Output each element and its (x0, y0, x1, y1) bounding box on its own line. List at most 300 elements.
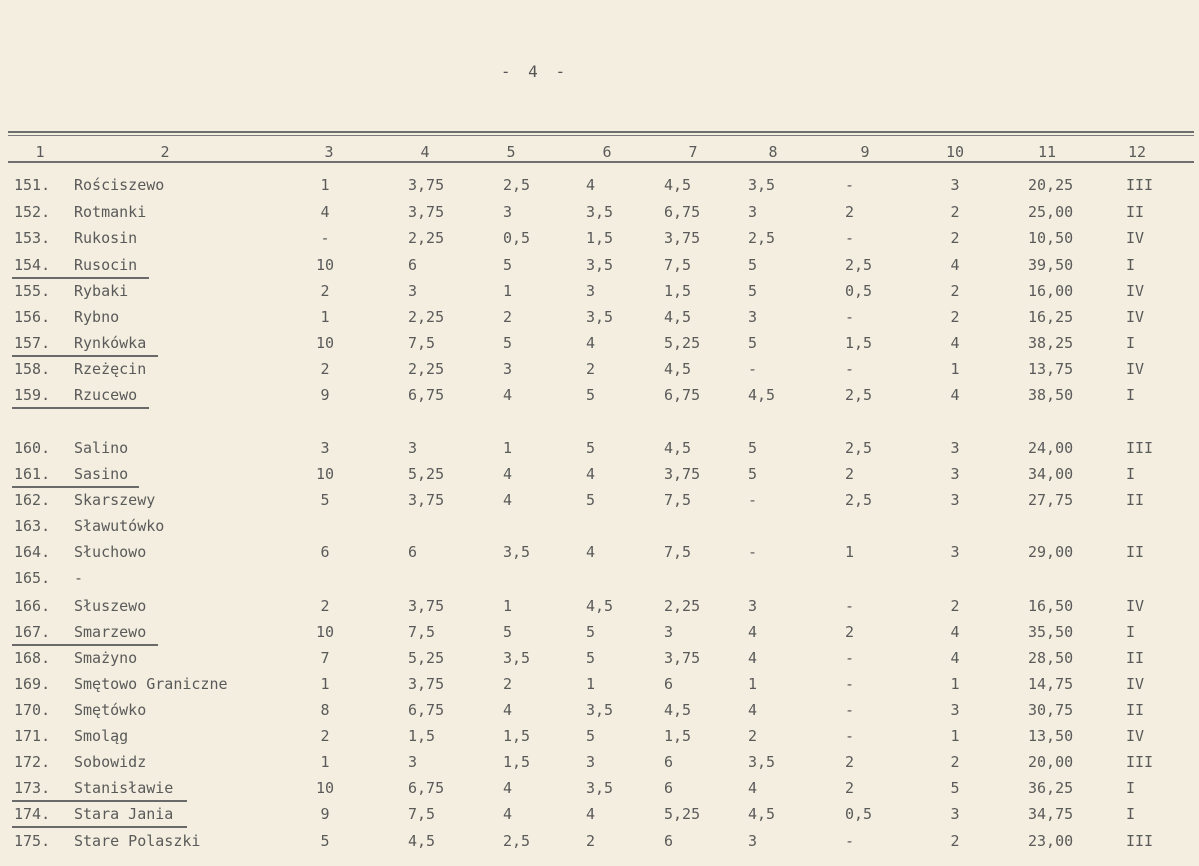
cell-c9: - (845, 176, 855, 194)
place-name: Smażyno (74, 649, 138, 667)
cell-c11: 23,00 (1028, 832, 1074, 850)
cell-c5: 2 (503, 308, 513, 326)
cell-c4: 3 (408, 753, 418, 771)
cell-c12: IV (1126, 360, 1145, 378)
cell-c5: 4 (503, 779, 513, 797)
cell-c3: 10 (315, 256, 335, 274)
cell-c10: 3 (950, 176, 960, 194)
cell-c3: 1 (320, 176, 330, 194)
cell-c8: 3,5 (748, 753, 776, 771)
cell-c7: 6,75 (664, 203, 701, 221)
table-row (0, 543, 1199, 567)
row-number: 164. (14, 543, 51, 561)
row-number: 161. (14, 465, 51, 483)
cell-c10: 2 (950, 308, 960, 326)
cell-c9: 1 (845, 543, 855, 561)
row-number: 170. (14, 701, 51, 719)
cell-c9: 2 (845, 623, 855, 641)
cell-c4: 6,75 (408, 701, 445, 719)
cell-c12: I (1126, 334, 1136, 352)
row-number: 162. (14, 491, 51, 509)
cell-c7: 5,25 (664, 805, 701, 823)
place-name: Sasino (74, 465, 129, 483)
cell-c5: 1 (503, 439, 513, 457)
cell-c11: 28,50 (1028, 649, 1074, 667)
place-name: Rybno (74, 308, 120, 326)
cell-c7: 6 (664, 779, 674, 797)
cell-c6: 5 (586, 649, 596, 667)
cell-c3: 9 (320, 386, 330, 404)
cell-c8: 4,5 (748, 805, 776, 823)
row-number: 154. (14, 256, 51, 274)
col-header-11: 11 (1037, 143, 1057, 161)
header-row (0, 143, 1199, 167)
cell-c3: 10 (315, 623, 335, 641)
cell-c12: I (1126, 465, 1136, 483)
cell-c4: 4,5 (408, 832, 436, 850)
cell-c7: 6,75 (664, 386, 701, 404)
cell-c10: 2 (950, 597, 960, 615)
cell-c11: 27,75 (1028, 491, 1074, 509)
cell-c6: 1 (586, 675, 596, 693)
col-header-4: 4 (420, 143, 430, 161)
cell-c3: 6 (320, 543, 330, 561)
row-number: 171. (14, 727, 51, 745)
cell-c12: I (1126, 623, 1136, 641)
cell-c7: 7,5 (664, 543, 692, 561)
cell-c11: 38,25 (1028, 334, 1074, 352)
table-row (0, 439, 1199, 463)
cell-c11: 39,50 (1028, 256, 1074, 274)
cell-c3: 1 (320, 308, 330, 326)
cell-c4: 6,75 (408, 386, 445, 404)
row-number: 153. (14, 229, 51, 247)
cell-c11: 29,00 (1028, 543, 1074, 561)
row-number: 169. (14, 675, 51, 693)
cell-c12: III (1126, 439, 1154, 457)
cell-c4: 7,5 (408, 805, 436, 823)
place-name: Rzucewo (74, 386, 138, 404)
row-number: 158. (14, 360, 51, 378)
table-row (0, 832, 1199, 856)
cell-c11: 30,75 (1028, 701, 1074, 719)
place-name: Rościszewo (74, 176, 165, 194)
cell-c8: 4 (748, 701, 758, 719)
cell-c3: 10 (315, 334, 335, 352)
cell-c4: 2,25 (408, 360, 445, 378)
cell-c6: 4 (586, 465, 596, 483)
row-number: 165. (14, 569, 51, 587)
header-bottom-rule (8, 161, 1194, 163)
cell-c10: 3 (950, 465, 960, 483)
cell-c12: II (1126, 491, 1145, 509)
cell-c5: 4 (503, 386, 513, 404)
cell-c7: 4,5 (664, 308, 692, 326)
cell-c7: 3 (664, 623, 674, 641)
cell-c4: 3,75 (408, 597, 445, 615)
cell-c10: 3 (950, 701, 960, 719)
row-number: 156. (14, 308, 51, 326)
table-row (0, 256, 1199, 280)
cell-c6: 4 (586, 176, 596, 194)
cell-c9: - (845, 675, 855, 693)
cell-c12: II (1126, 649, 1145, 667)
cell-c4: 5,25 (408, 649, 445, 667)
cell-c3: 2 (320, 360, 330, 378)
page-number: - 4 - (500, 62, 570, 81)
cell-c11: 16,25 (1028, 308, 1074, 326)
cell-c8: - (748, 360, 758, 378)
cell-c4: 3 (408, 439, 418, 457)
cell-c9: 2,5 (845, 256, 873, 274)
cell-c8: - (748, 543, 758, 561)
cell-c9: 2,5 (845, 439, 873, 457)
cell-c9: 0,5 (845, 282, 873, 300)
cell-c5: 4 (503, 465, 513, 483)
cell-c7: 5,25 (664, 334, 701, 352)
cell-c5: 3,5 (503, 649, 531, 667)
cell-c6: 2 (586, 360, 596, 378)
cell-c6: 3,5 (586, 701, 614, 719)
cell-c8: 2,5 (748, 229, 776, 247)
cell-c10: 2 (950, 203, 960, 221)
cell-c5: 1 (503, 597, 513, 615)
cell-c9: - (845, 727, 855, 745)
cell-c10: 1 (950, 727, 960, 745)
cell-c11: 16,00 (1028, 282, 1074, 300)
row-number: 172. (14, 753, 51, 771)
row-number: 160. (14, 439, 51, 457)
cell-c3: 5 (320, 832, 330, 850)
cell-c4: 3 (408, 282, 418, 300)
cell-c12: I (1126, 779, 1136, 797)
cell-c6: 4,5 (586, 597, 614, 615)
cell-c9: 2 (845, 753, 855, 771)
table-top-rule-inner (8, 135, 1194, 136)
row-number: 157. (14, 334, 51, 352)
cell-c12: IV (1126, 597, 1145, 615)
cell-c8: 3,5 (748, 176, 776, 194)
cell-c3: 2 (320, 727, 330, 745)
place-name: Rynkówka (74, 334, 147, 352)
cell-c6: 5 (586, 491, 596, 509)
cell-c5: 1 (503, 282, 513, 300)
cell-c5: 1,5 (503, 727, 531, 745)
cell-c12: II (1126, 203, 1145, 221)
cell-c8: - (748, 491, 758, 509)
cell-c5: 1,5 (503, 753, 531, 771)
place-name: Smoląg (74, 727, 129, 745)
col-header-7: 7 (688, 143, 698, 161)
place-name: Rzeżęcin (74, 360, 147, 378)
cell-c11: 10,50 (1028, 229, 1074, 247)
cell-c8: 3 (748, 597, 758, 615)
cell-c12: III (1126, 176, 1154, 194)
table-row (0, 334, 1199, 358)
cell-c12: III (1126, 753, 1154, 771)
cell-c3: 10 (315, 779, 335, 797)
table-row (0, 282, 1199, 306)
cell-c5: 4 (503, 491, 513, 509)
table-row (0, 675, 1199, 699)
cell-c7: 6 (664, 753, 674, 771)
cell-c11: 34,75 (1028, 805, 1074, 823)
cell-c10: 5 (950, 779, 960, 797)
cell-c7: 4,5 (664, 360, 692, 378)
col-header-12: 12 (1127, 143, 1147, 161)
cell-c6: 1,5 (586, 229, 614, 247)
place-name: Stara Jania (74, 805, 174, 823)
col-header-3: 3 (324, 143, 334, 161)
cell-c10: 3 (950, 805, 960, 823)
cell-c9: - (845, 308, 855, 326)
cell-c6: 4 (586, 334, 596, 352)
cell-c3: 1 (320, 753, 330, 771)
row-number: 166. (14, 597, 51, 615)
row-number: 152. (14, 203, 51, 221)
cell-c8: 4,5 (748, 386, 776, 404)
cell-c11: 13,50 (1028, 727, 1074, 745)
col-header-10: 10 (945, 143, 965, 161)
cell-c10: 4 (950, 649, 960, 667)
cell-c8: 5 (748, 465, 758, 483)
cell-c8: 5 (748, 282, 758, 300)
cell-c10: 4 (950, 334, 960, 352)
cell-c12: I (1126, 256, 1136, 274)
cell-c11: 13,75 (1028, 360, 1074, 378)
cell-c10: 4 (950, 386, 960, 404)
place-name: Smętówko (74, 701, 147, 719)
cell-c6: 4 (586, 543, 596, 561)
cell-c9: - (845, 832, 855, 850)
row-number: 155. (14, 282, 51, 300)
cell-c4: 3,75 (408, 675, 445, 693)
cell-c6: 3 (586, 753, 596, 771)
cell-c9: 2 (845, 779, 855, 797)
cell-c11: 24,00 (1028, 439, 1074, 457)
place-name: Rotmanki (74, 203, 147, 221)
cell-c12: IV (1126, 229, 1145, 247)
cell-c8: 4 (748, 649, 758, 667)
cell-c4: 3,75 (408, 203, 445, 221)
cell-c3: 2 (320, 282, 330, 300)
cell-c8: 4 (748, 779, 758, 797)
cell-c5: 4 (503, 805, 513, 823)
cell-c12: IV (1126, 308, 1145, 326)
cell-c10: 2 (950, 229, 960, 247)
name-underline (12, 826, 187, 828)
table-row (0, 176, 1199, 200)
cell-c9: - (845, 597, 855, 615)
cell-c4: 2,25 (408, 229, 445, 247)
table-row (0, 701, 1199, 725)
cell-c5: 4 (503, 701, 513, 719)
table-row (0, 805, 1199, 829)
cell-c6: 5 (586, 727, 596, 745)
place-name: Stanisławie (74, 779, 174, 797)
cell-c3: 7 (320, 649, 330, 667)
cell-c6: 3 (586, 282, 596, 300)
cell-c3: 2 (320, 597, 330, 615)
name-underline (12, 277, 149, 279)
cell-c5: 2,5 (503, 176, 531, 194)
table-row (0, 779, 1199, 803)
cell-c8: 5 (748, 439, 758, 457)
row-number: 175. (14, 832, 51, 850)
table-row (0, 203, 1199, 227)
row-number: 173. (14, 779, 51, 797)
table-row (0, 491, 1199, 515)
cell-c5: 5 (503, 623, 513, 641)
place-name: - (74, 569, 84, 587)
cell-c8: 3 (748, 832, 758, 850)
cell-c4: 6 (408, 543, 418, 561)
cell-c5: 3 (503, 203, 513, 221)
cell-c12: II (1126, 701, 1145, 719)
table-row (0, 753, 1199, 777)
row-number: 159. (14, 386, 51, 404)
place-name: Rusocin (74, 256, 138, 274)
cell-c8: 1 (748, 675, 758, 693)
name-underline (12, 355, 158, 357)
cell-c4: 5,25 (408, 465, 445, 483)
cell-c6: 3,5 (586, 256, 614, 274)
cell-c6: 3,5 (586, 308, 614, 326)
cell-c6: 3,5 (586, 779, 614, 797)
cell-c11: 38,50 (1028, 386, 1074, 404)
place-name: Smętowo Graniczne (74, 675, 228, 693)
col-header-8: 8 (768, 143, 778, 161)
row-number: 168. (14, 649, 51, 667)
cell-c12: IV (1126, 282, 1145, 300)
place-name: Sławutówko (74, 517, 165, 535)
cell-c7: 4,5 (664, 701, 692, 719)
cell-c9: 2 (845, 465, 855, 483)
cell-c5: 3,5 (503, 543, 531, 561)
cell-c12: III (1126, 832, 1154, 850)
cell-c9: - (845, 701, 855, 719)
col-header-2: 2 (160, 143, 170, 161)
cell-c11: 25,00 (1028, 203, 1074, 221)
cell-c3: 3 (320, 439, 330, 457)
cell-c7: 7,5 (664, 491, 692, 509)
cell-c8: 3 (748, 308, 758, 326)
name-underline (12, 644, 158, 646)
cell-c9: 0,5 (845, 805, 873, 823)
cell-c11: 16,50 (1028, 597, 1074, 615)
col-header-6: 6 (602, 143, 612, 161)
cell-c10: 2 (950, 282, 960, 300)
cell-c8: 5 (748, 256, 758, 274)
name-underline (12, 800, 187, 802)
cell-c9: 2 (845, 203, 855, 221)
cell-c12: I (1126, 805, 1136, 823)
cell-c6: 2 (586, 832, 596, 850)
cell-c4: 6,75 (408, 779, 445, 797)
cell-c6: 5 (586, 386, 596, 404)
cell-c11: 34,00 (1028, 465, 1074, 483)
cell-c10: 2 (950, 753, 960, 771)
cell-c7: 6 (664, 675, 674, 693)
cell-c6: 3,5 (586, 203, 614, 221)
cell-c9: 2,5 (845, 386, 873, 404)
cell-c11: 36,25 (1028, 779, 1074, 797)
cell-c5: 2 (503, 675, 513, 693)
cell-c3: 10 (315, 465, 335, 483)
cell-c8: 2 (748, 727, 758, 745)
cell-c3: - (320, 229, 330, 247)
cell-c12: II (1126, 543, 1145, 561)
table-row (0, 386, 1199, 410)
row-number: 167. (14, 623, 51, 641)
table-row (0, 229, 1199, 253)
cell-c10: 3 (950, 543, 960, 561)
cell-c5: 3 (503, 360, 513, 378)
row-number: 174. (14, 805, 51, 823)
table-row (0, 465, 1199, 489)
cell-c11: 35,50 (1028, 623, 1074, 641)
col-header-9: 9 (860, 143, 870, 161)
cell-c7: 7,5 (664, 256, 692, 274)
cell-c7: 4,5 (664, 176, 692, 194)
place-name: Salino (74, 439, 129, 457)
table-row (0, 308, 1199, 332)
cell-c11: 20,25 (1028, 176, 1074, 194)
cell-c3: 4 (320, 203, 330, 221)
col-header-1: 1 (35, 143, 45, 161)
cell-c10: 2 (950, 832, 960, 850)
cell-c8: 5 (748, 334, 758, 352)
cell-c7: 2,25 (664, 597, 701, 615)
table-row (0, 597, 1199, 621)
cell-c6: 5 (586, 623, 596, 641)
cell-c12: IV (1126, 675, 1145, 693)
cell-c7: 1,5 (664, 727, 692, 745)
cell-c3: 5 (320, 491, 330, 509)
cell-c4: 1,5 (408, 727, 436, 745)
cell-c9: 2,5 (845, 491, 873, 509)
cell-c10: 3 (950, 439, 960, 457)
place-name: Stare Polaszki (74, 832, 201, 850)
cell-c10: 3 (950, 491, 960, 509)
cell-c7: 3,75 (664, 229, 701, 247)
cell-c4: 6 (408, 256, 418, 274)
cell-c7: 6 (664, 832, 674, 850)
place-name: Rybaki (74, 282, 129, 300)
cell-c3: 9 (320, 805, 330, 823)
cell-c8: 4 (748, 623, 758, 641)
cell-c6: 5 (586, 439, 596, 457)
cell-c11: 20,00 (1028, 753, 1074, 771)
table-row (0, 727, 1199, 751)
cell-c3: 1 (320, 675, 330, 693)
cell-c4: 7,5 (408, 334, 436, 352)
place-name: Słuszewo (74, 597, 147, 615)
cell-c4: 2,25 (408, 308, 445, 326)
row-number: 163. (14, 517, 51, 535)
table-row (0, 649, 1199, 673)
place-name: Rukosin (74, 229, 138, 247)
cell-c7: 3,75 (664, 465, 701, 483)
cell-c5: 2,5 (503, 832, 531, 850)
place-name: Smarzewo (74, 623, 147, 641)
row-number: 151. (14, 176, 51, 194)
cell-c10: 1 (950, 360, 960, 378)
cell-c3: 8 (320, 701, 330, 719)
cell-c8: 3 (748, 203, 758, 221)
cell-c4: 3,75 (408, 491, 445, 509)
place-name: Słuchowo (74, 543, 147, 561)
